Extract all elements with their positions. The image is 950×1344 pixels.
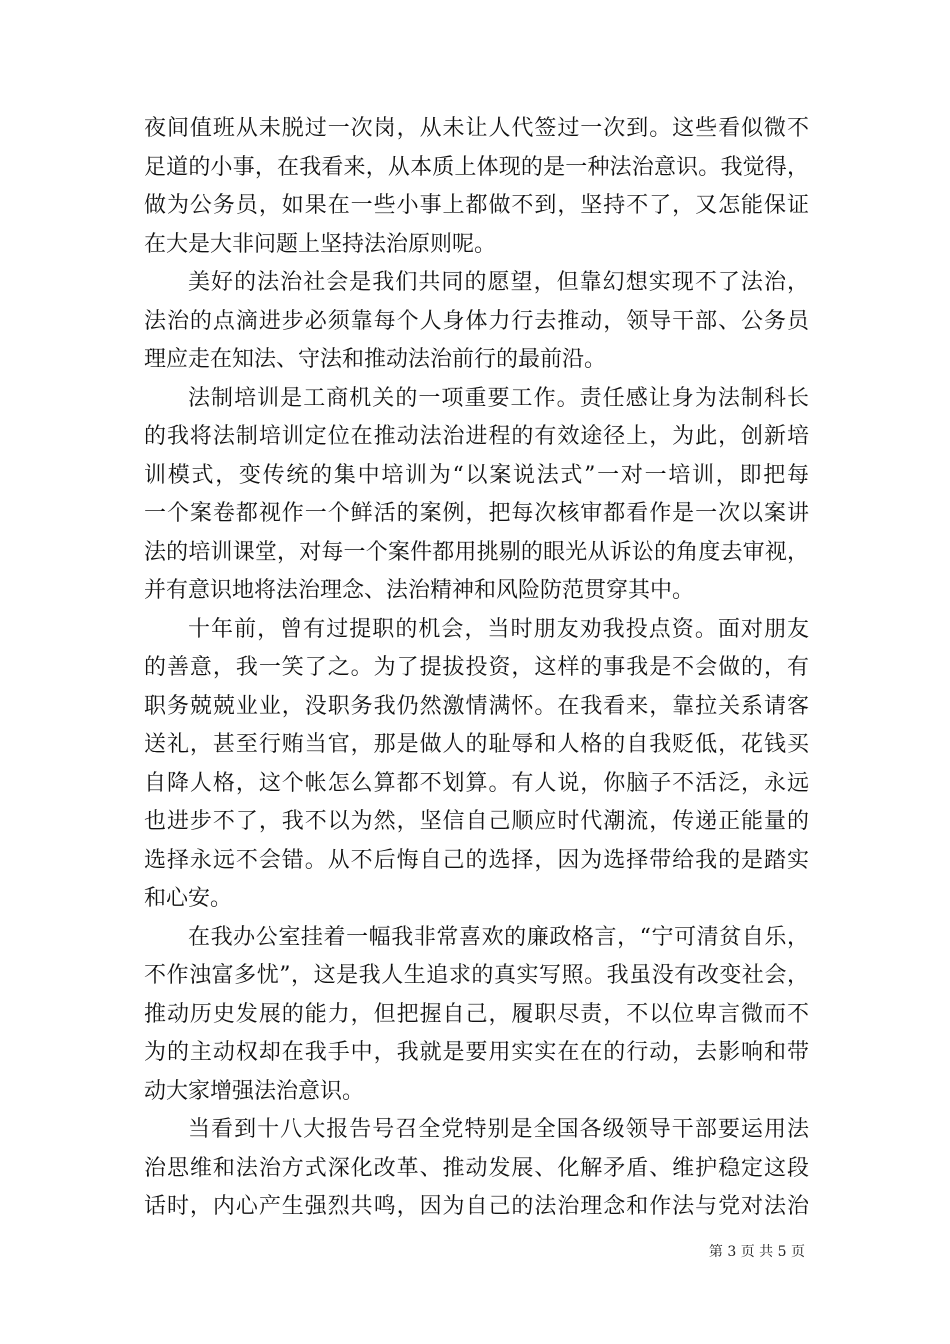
text-line: 不作浊富多忧”，这是我人生追求的真实写照。我虽没有改变社会， (144, 963, 809, 988)
text-line: 理应走在知法、守法和推动法治前行的最前沿。 (144, 347, 607, 372)
text-line: 职务兢兢业业，没职务我仍然激情满怀。在我看来，靠拉关系请客 (144, 693, 809, 719)
text-line: 和心安。 (144, 886, 233, 911)
text-line: 一个案卷都视作一个鲜活的案例，把每次核审都看作是一次以案讲 (144, 501, 809, 526)
document-body (144, 110, 809, 1227)
page-number: 第 3 页 共 5 页 (708, 1244, 805, 1260)
text-line: 推动历史发展的能力，但把握自己，履职尽责，不以位卑言微而不 (144, 1001, 809, 1027)
text-line: 法的培训课堂，对每一个案件都用挑剔的眼光从诉讼的角度去审视， (144, 539, 809, 565)
paragraph-first-line: 法制培训是工商机关的一项重要工作。责任感让身为法制科长 (188, 385, 809, 411)
text-line: 的我将法制培训定位在推动法治进程的有效途径上，为此，创新培 (144, 424, 809, 449)
text-line: 夜间值班从未脱过一次岗，从未让人代签过一次到。这些看似微不 (144, 116, 809, 141)
text-line: 并有意识地将法治理念、法治精神和风险防范贯穿其中。 (144, 578, 695, 603)
paragraph-first-line: 美好的法治社会是我们共同的愿望，但靠幻想实现不了法治， (188, 270, 809, 295)
text-line: 为的主动权却在我手中，我就是要用实实在在的行动，去影响和带 (144, 1040, 809, 1065)
text-line: 送礼，甚至行贿当官，那是做人的耻辱和人格的自我贬低，花钱买 (144, 732, 809, 757)
paragraph-first-line: 十年前，曾有过提职的机会，当时朋友劝我投点资。面对朋友 (188, 616, 809, 642)
text-line: 的善意，我一笑了之。为了提拔投资，这样的事我是不会做的，有 (144, 655, 809, 680)
text-line: 做为公务员，如果在一些小事上都做不到，坚持不了，又怎能保证 (144, 193, 809, 218)
text-line: 自降人格，这个帐怎么算都不划算。有人说，你脑子不活泛，永远 (144, 770, 809, 796)
text-line: 训模式，变传统的集中培训为“以案说法式”一对一培训，即把每 (144, 462, 809, 488)
text-line: 也进步不了，我不以为然，坚信自己顺应时代潮流，传递正能量的 (144, 809, 809, 834)
paragraph-first-line: 当看到十八大报告号召全党特别是全国各级领导干部要运用法 (188, 1117, 809, 1142)
text-line: 足道的小事，在我看来，从本质上体现的是一种法治意识。我觉得， (144, 154, 809, 180)
text-line: 选择永远不会错。从不后悔自己的选择，因为选择带给我的是踏实 (144, 847, 809, 873)
paragraph-first-line: 在我办公室挂着一幅我非常喜欢的廉政格言，“宁可清贫自乐， (188, 924, 809, 950)
text-line: 法治的点滴进步必须靠每个人身体力行去推动，领导干部、公务员 (144, 308, 809, 334)
text-line: 治思维和法治方式深化改革、推动发展、化解矛盾、维护稳定这段 (144, 1155, 809, 1181)
text-line: 话时，内心产生强烈共鸣，因为自己的法治理念和作法与党对法治 (144, 1194, 809, 1219)
text-line: 动大家增强法治意识。 (144, 1078, 365, 1104)
text-line: 在大是大非问题上坚持法治原则呢。 (144, 231, 497, 257)
